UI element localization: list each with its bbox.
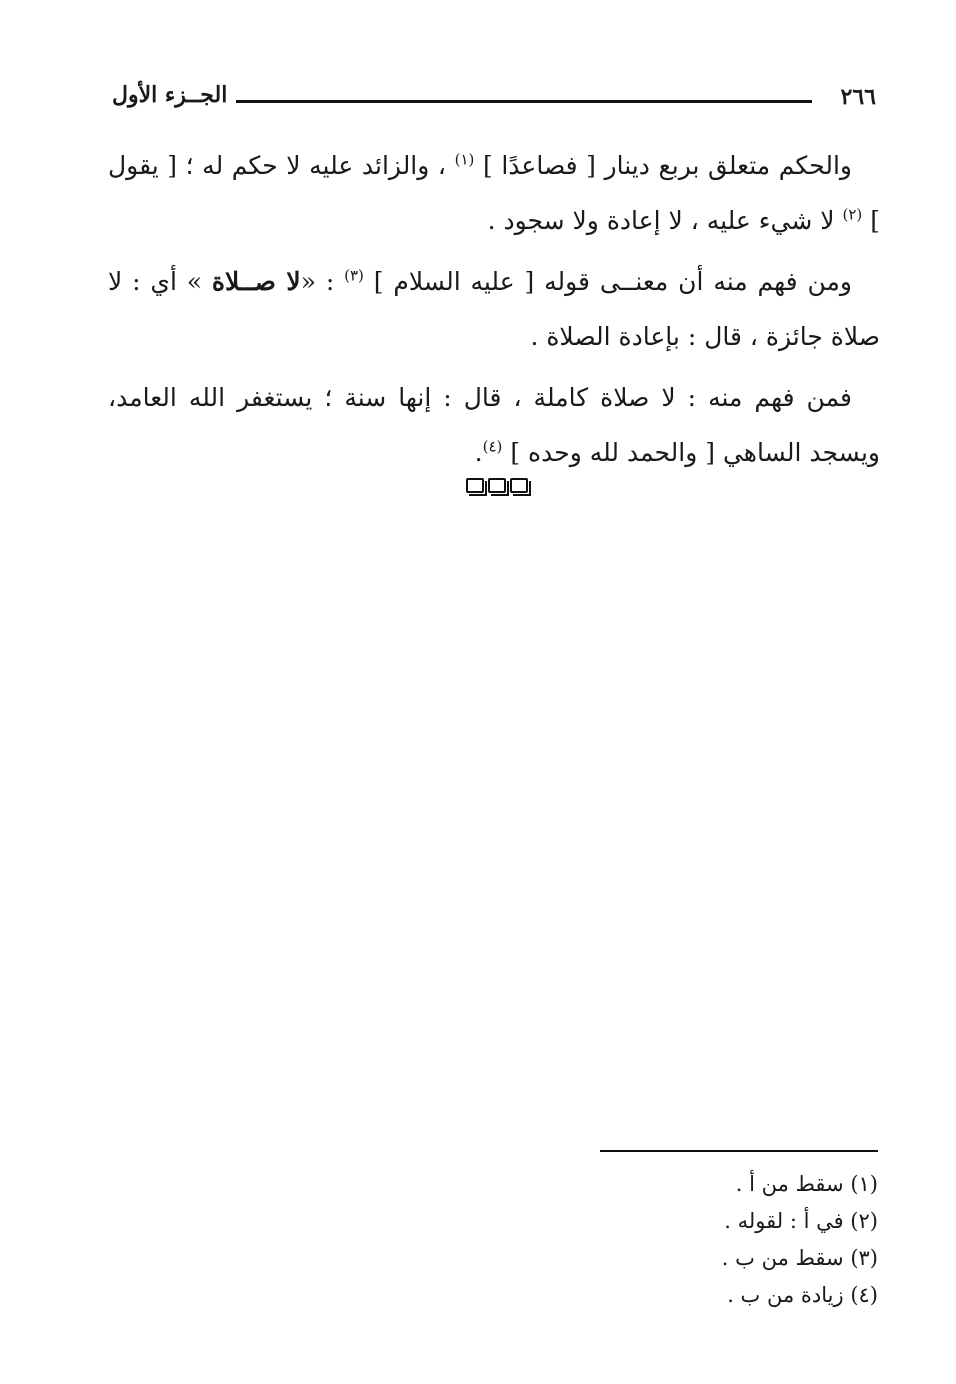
- running-head: الجــزء الأول: [112, 82, 228, 108]
- ornament-square-icon: [466, 478, 484, 493]
- footnote-reference: (٢): [842, 205, 863, 224]
- footnote: (٢) في أ : لقوله .: [724, 1209, 878, 1233]
- footnote-reference: (٤): [482, 437, 503, 456]
- main-text: [108, 138, 880, 486]
- footnote: (٣) سقط من ب .: [721, 1246, 878, 1270]
- footnote-reference: (١): [454, 150, 475, 169]
- section-end-ornament: [466, 478, 538, 498]
- header-rule: [236, 100, 812, 103]
- ornament-square-icon: [488, 478, 506, 493]
- footnote: (٤) زيادة من ب .: [727, 1283, 878, 1307]
- footnotes: [560, 1166, 878, 1314]
- paragraph: ومن فهم منه أن معنــى قوله [ عليه السلام ] $^{(٣)}$ : «لا صــلاة » أي : لا صلاة جائزة ، قال : بإعادة الصلاة .: [108, 266, 880, 351]
- page-header: [112, 84, 876, 118]
- paragraph: والحكم متعلق بربع دينار [ فصاعدًا ] $^{(١)}$ ، والزائد عليه لا حكم له ؛ [ يقول ] $^{(٢)}$ لا شيء عليه ، لا إعادة ولا سجود .: [108, 150, 880, 235]
- paragraph: فمن فهم منه : لا صلاة كاملة ، قال : إنها سنة ؛ يستغفر الله العامد، ويسجد الساهي [ والحمد لله وحده ] $^{(٤)}$.: [108, 383, 880, 467]
- footnote-rule: [600, 1150, 878, 1152]
- hadith-quote: لا صــلاة: [211, 267, 301, 296]
- ornament-square-icon: [510, 478, 528, 493]
- footnote: (١) سقط من أ .: [735, 1172, 878, 1196]
- footnote-reference: (٣): [344, 266, 364, 285]
- page-number: ٢٦٦: [840, 84, 876, 110]
